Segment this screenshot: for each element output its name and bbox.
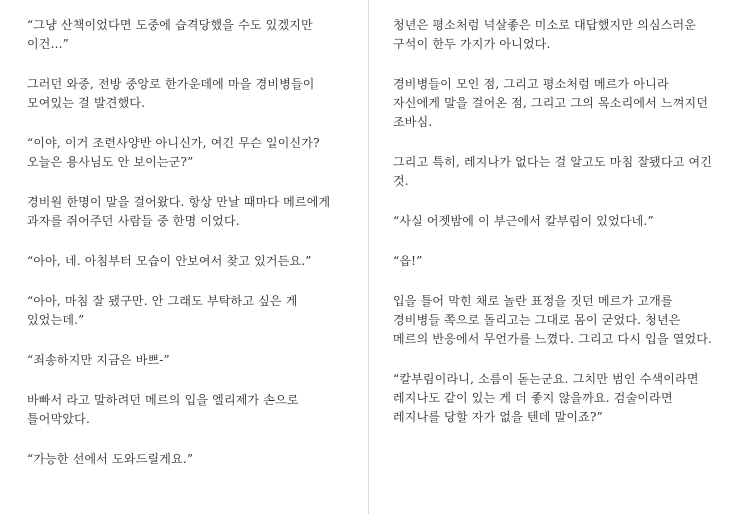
text-line: “가능한 선에서 도와드릴게요.” [27, 452, 194, 466]
text-line: “아아, 마침 잘 됐구만. 안 그래도 부탁하고 싶은 게 [27, 294, 298, 308]
text-line: 레지나를 당할 자가 없을 텐데 말이죠?” [393, 410, 603, 424]
text-line: 것. [393, 174, 409, 188]
paragraph-gap [393, 132, 728, 153]
text-line: 경비병들이 모인 점, 그리고 평소처럼 메르가 아니라 [393, 77, 669, 91]
text-line: 틀어막았다. [27, 412, 90, 426]
text-line: 바빠서 라고 말하려던 메르의 입을 엘리제가 손으로 [27, 393, 299, 407]
paragraph-gap [393, 231, 728, 252]
paragraph [393, 75, 728, 132]
paragraph [393, 252, 728, 271]
paragraph [27, 292, 358, 330]
text-line: “읍!” [393, 254, 423, 268]
text-line: 오늘은 용사님도 안 보이는군?” [27, 155, 194, 169]
text-line: 경비원 한명이 말을 걸어왔다. 항상 만날 때마다 메르에게 [27, 195, 331, 209]
paragraph-gap [393, 349, 728, 370]
text-line: 레지나도 같이 있는 게 더 좋지 않을까요. 검술이라면 [393, 391, 673, 405]
paragraph [27, 75, 358, 113]
text-line: 구석이 한두 가지가 아니었다. [393, 37, 551, 51]
paragraph [27, 134, 358, 172]
paragraph [27, 252, 358, 271]
text-line: 그러던 와중, 전방 중앙로 한가운데에 마을 경비병들이 [27, 77, 315, 91]
text-line: 그리고 특히, 레지나가 없다는 걸 알고도 마침 잘됐다고 여긴 [393, 155, 713, 169]
text-line: 입을 틀어 막힌 채로 놀란 표정을 짓던 메르가 고개를 [393, 294, 673, 308]
text-line: “그냥 산책이었다면 도중에 습격당했을 수도 있겠지만 [27, 18, 313, 32]
text-line: “칼부림이라니, 소름이 돋는군요. 그치만 범인 수색이라면 [393, 372, 699, 386]
paragraph-gap [27, 113, 358, 134]
text-line: “죄송하지만 지금은 바쁘-” [27, 353, 170, 367]
paragraph-gap [393, 191, 728, 212]
paragraph [27, 391, 358, 429]
text-line: 청년은 평소처럼 넉살좋은 미소로 대답했지만 의심스러운 [393, 18, 697, 32]
paragraph-gap [27, 370, 358, 391]
paragraph [393, 292, 728, 349]
paragraph-gap [393, 271, 728, 292]
paragraph-gap [27, 172, 358, 193]
paragraph [27, 351, 358, 370]
paragraph [393, 370, 728, 427]
text-line: “이야, 이거 조련사양반 아니신가, 여긴 무슨 일이신가? [27, 136, 320, 150]
paragraph [27, 16, 358, 54]
text-line: “아아, 네. 아침부터 모습이 안보여서 찾고 있거든요.” [27, 254, 312, 268]
text-line: 자신에게 말을 걸어온 점, 그리고 그의 목소리에서 느껴지던 [393, 96, 709, 110]
paragraph [393, 16, 728, 54]
paragraph [393, 212, 728, 231]
text-line: 이건...” [27, 37, 69, 51]
paragraph [27, 193, 358, 231]
paragraph [27, 450, 358, 469]
text-line: 조바심. [393, 115, 433, 129]
text-line: 모여있는 걸 발견했다. [27, 96, 146, 110]
paragraph-gap [393, 54, 728, 75]
text-line: 있었는데.” [27, 313, 85, 327]
paragraph-gap [27, 330, 358, 351]
paragraph [393, 153, 728, 191]
paragraph-gap [27, 271, 358, 292]
paragraph-gap [27, 231, 358, 252]
text-line: 과자를 쥐어주던 사람들 중 한명 이었다. [27, 214, 240, 228]
text-line: 경비병들 쪽으로 돌리고는 그대로 몸이 굳었다. 청년은 [393, 313, 681, 327]
text-line: 메르의 반응에서 무언가를 느꼈다. 그리고 다시 입을 열었다. [393, 332, 713, 346]
paragraph-gap [27, 54, 358, 75]
text-line: “사실 어젯밤에 이 부근에서 칼부림이 있었다네.” [393, 214, 654, 228]
right-page [369, 0, 736, 514]
paragraph-gap [27, 429, 358, 450]
